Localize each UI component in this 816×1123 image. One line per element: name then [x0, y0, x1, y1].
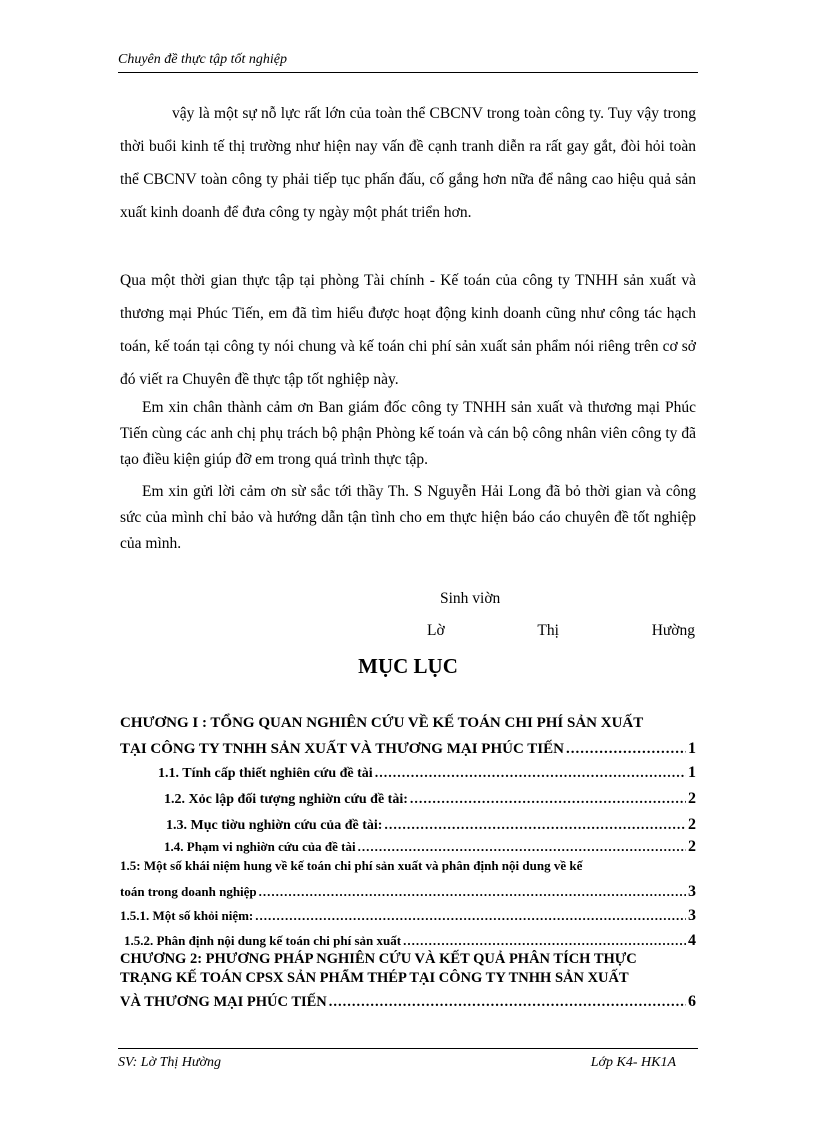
toc-entry-1-5-1[interactable] [120, 907, 696, 925]
toc-entry-text: 1.5.2. Phân định nội dung kế toán chi phí sản xuất [124, 933, 402, 948]
toc-page-number: 6 [688, 993, 696, 1010]
toc-entry-text: 1.2. Xỏc lập đối tượng nghiờn cứu đề tài: [164, 792, 408, 807]
signature-name-part: Hường [651, 622, 695, 639]
toc-dot-leader [329, 994, 686, 1011]
toc-entry-text: 1.5.1. Một số khỏi niệm: [120, 908, 254, 923]
toc-dot-leader [259, 884, 686, 900]
toc-dot-leader [384, 818, 686, 834]
toc-dot-leader [566, 741, 686, 758]
signature-label: Sinh viờn [440, 590, 501, 607]
toc-entry-1-2[interactable] [164, 790, 696, 808]
toc-entry-1-4[interactable] [164, 838, 696, 856]
toc-entry-text: VÀ THƯƠNG MẠI PHÚC TIẾN [120, 994, 327, 1010]
toc-dot-leader [403, 933, 686, 949]
toc-chapter-2-line1: CHƯƠNG 2: PHƯƠNG PHÁP NGHIÊN CỨU VÀ KẾT QUẢ PHÂN TÍCH THỰC [120, 951, 637, 967]
signature-name [427, 622, 695, 640]
toc-dot-leader [255, 908, 686, 924]
toc-dot-leader [375, 766, 686, 782]
toc-page-number: 1 [688, 764, 696, 781]
toc-entry-chapter-2[interactable] [120, 993, 696, 1011]
toc-page-number: 2 [688, 838, 696, 855]
toc-page-number: 2 [688, 816, 696, 833]
toc-dot-leader [410, 792, 686, 808]
toc-entry-1-1[interactable] [158, 764, 696, 782]
toc-dot-leader [358, 839, 686, 855]
page-footer [118, 1048, 698, 1071]
toc-chapter-2-line2: TRẠNG KẾ TOÁN CPSX SẢN PHẨM THÉP TẠI CÔNG TY TNHH SẢN XUẤT [120, 970, 629, 986]
paragraph-3: Em xin chân thành cảm ơn Ban giám đốc công ty TNHH sản xuất và thương mại Phúc Tiến cùng các anh chị phụ trách bộ phận Phòng kế toán và cán bộ công nhân viên công ty đã tạo điều kiện giúp đỡ em trong quá trình thực tập. [120, 399, 696, 468]
signature-name-part: Thị [537, 622, 559, 639]
toc-page-number: 2 [688, 790, 696, 807]
page-header [118, 52, 698, 73]
toc-entry-text: 1.3. Mục tiờu nghiờn cứu của đề tài: [166, 818, 383, 833]
toc-entry-1-5-2[interactable] [124, 932, 696, 950]
toc-page-number: 4 [688, 932, 696, 949]
toc-entry-1-3[interactable] [166, 816, 696, 834]
toc-entry-1-5-line1: 1.5: Một số khái niệm hung về kế toán chi phí sản xuất và phân định nội dung về kế [120, 858, 583, 873]
signature-name-part: Lờ [427, 622, 445, 639]
toc-entry-1-5[interactable] [120, 883, 696, 901]
toc-title: MỤC LỤC [358, 654, 458, 678]
toc-page-number: 1 [688, 740, 696, 757]
toc-entry-text: toán trong doanh nghiệp [120, 884, 257, 899]
header-title: Chuyên đề thực tập tốt nghiệp [118, 52, 287, 67]
toc-entry-chapter-1[interactable] [120, 740, 696, 758]
paragraph-1: vậy là một sự nỗ lực rất lớn của toàn thể CBCNV trong toàn công ty. Tuy vậy trong thời buổi kinh tế thị trường như hiện nay vấn đề cạnh tranh diễn ra rất gay gắt, đòi hỏi toàn thể CBCNV toàn công ty phải tiếp tục phấn đấu, cố gắng hơn nữa để nâng cao hiệu quả sản xuất kinh doanh để đưa công ty ngày một phát triển hơn. [120, 105, 696, 221]
toc-entry-text: 1.1. Tính cấp thiết nghiên cứu đề tài [158, 766, 373, 781]
footer-student: SV: Lờ Thị Hường [118, 1055, 221, 1070]
toc-entry-text: TẠI CÔNG TY TNHH SẢN XUẤT VÀ THƯƠNG MẠI PHÚC TIẾN [120, 741, 564, 757]
toc-page-number: 3 [688, 883, 696, 900]
toc-chapter-1-line1: CHƯƠNG I : TỔNG QUAN NGHIÊN CỨU VỀ KẾ TOÁN CHI PHÍ SẢN XUẤT [120, 715, 644, 731]
toc-entry-text: 1.4. Phạm vi nghiờn cứu của đề tài [164, 839, 356, 854]
paragraph-2: Qua một thời gian thực tập tại phòng Tài chính - Kế toán của công ty TNHH sản xuất và thương mại Phúc Tiến, em đã tìm hiểu được hoạt động kinh doanh cũng như công tác hạch toán, kế toán tại công ty nói chung và kế toán chi phí sản xuất sản phẩm nói riêng trên cơ sở đó viết ra Chuyên đề thực tập tốt nghiệp này. [120, 272, 696, 388]
footer-class: Lớp K4- HK1A [590, 1055, 676, 1070]
paragraph-4: Em xin gửi lời cảm ơn sừ sắc tới thầy Th. S Nguyễn Hải Long đã bỏ thời gian và công sức của mình chỉ bảo và hướng dẫn tận tình cho em thực hiện báo cáo chuyên đề tốt nghiệp của mình. [120, 483, 696, 552]
toc-page-number: 3 [688, 907, 696, 924]
